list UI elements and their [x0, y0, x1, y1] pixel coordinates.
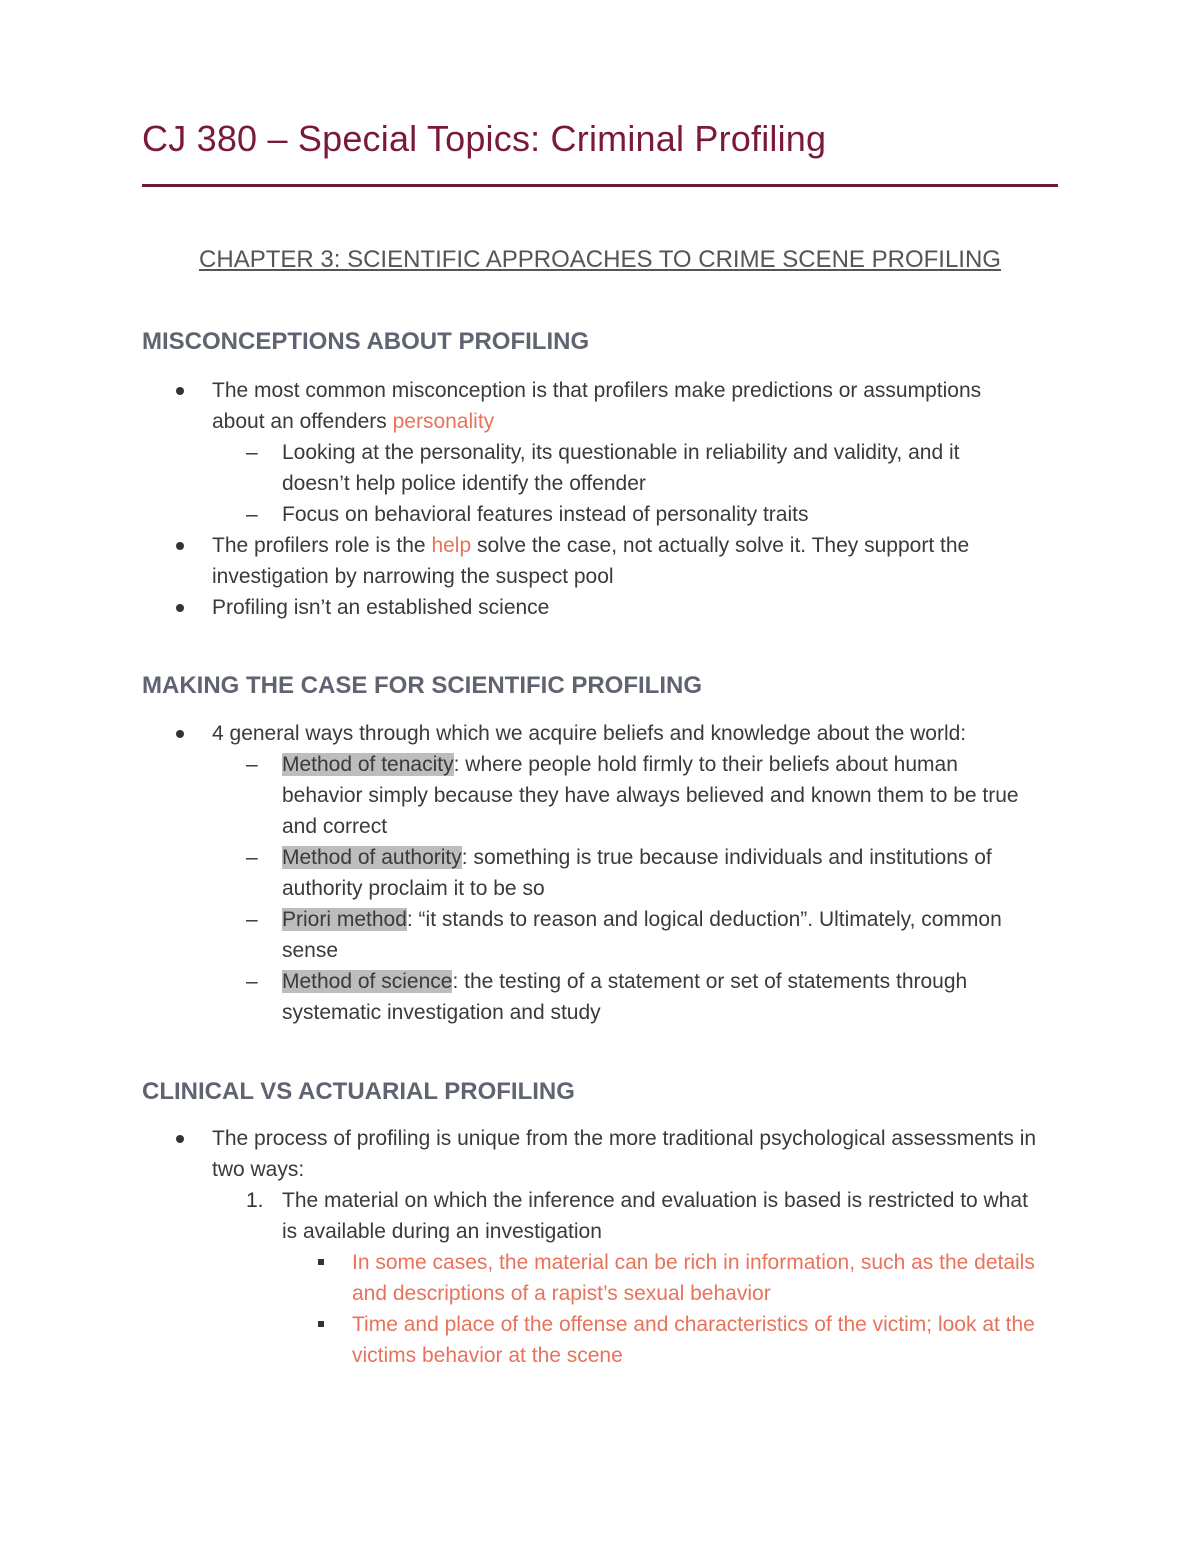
sub-item-text: doesn’t help police identify the offender [282, 472, 646, 495]
dash-marker: – [246, 503, 258, 526]
highlighted-term: Priori method [282, 908, 407, 931]
sub-item-text [282, 904, 1002, 935]
sub-bullet-text: and descriptions of a rapist’s sexual behavior [352, 1282, 771, 1305]
text-run: : the testing of a statement or set of statements through [452, 970, 968, 993]
bullet-icon [176, 604, 184, 612]
text-run: about an offenders [212, 410, 393, 433]
sub-item-text: authority proclaim it to be so [282, 877, 545, 900]
text-run: : where people hold firmly to their beliefs about human [453, 753, 958, 776]
sub-item-text [282, 966, 967, 997]
sub-item-text [282, 842, 992, 873]
square-bullet-icon [318, 1259, 324, 1265]
section-heading-misconceptions: MISCONCEPTIONS ABOUT PROFILING [142, 328, 590, 355]
highlighted-term: Method of science [282, 970, 453, 993]
sub-item-text: behavior simply because they have always believed and known them to be true [282, 784, 1019, 807]
sub-bullet-text: Time and place of the offense and characteristics of the victim; look at the [352, 1313, 1035, 1336]
sub-item-text [282, 749, 958, 780]
numbered-item-text: The material on which the inference and evaluation is based is restricted to what [282, 1189, 1028, 1212]
section-heading-clinical-actuarial: CLINICAL VS ACTUARIAL PROFILING [142, 1078, 575, 1105]
list-item-text: The most common misconception is that profilers make predictions or assumptions [212, 379, 982, 402]
list-item-text: The process of profiling is unique from the more traditional psychological assessments in [212, 1127, 1037, 1150]
highlighted-term: Method of tenacity [282, 753, 454, 776]
text-run: The profilers role is the [212, 534, 432, 557]
accent-term: help [431, 534, 472, 557]
dash-marker: – [246, 908, 258, 931]
sub-item-text: Focus on behavioral features instead of personality traits [282, 503, 809, 526]
accent-term: personality [392, 410, 495, 433]
highlighted-term: Method of authority [282, 846, 462, 869]
text-run: : something is true because individuals and institutions of [461, 846, 992, 869]
document-title: CJ 380 – Special Topics: Criminal Profiling [142, 118, 827, 159]
text-run: solve the case, not actually solve it. They support the [471, 534, 970, 557]
dash-marker: – [246, 441, 258, 464]
sub-item-text: systematic investigation and study [282, 1001, 601, 1024]
sub-bullet-text: victims behavior at the scene [352, 1344, 623, 1367]
dash-marker: – [246, 970, 258, 993]
dash-marker: – [246, 846, 258, 869]
list-item-text: investigation by narrowing the suspect pool [212, 565, 614, 588]
bullet-icon [176, 542, 184, 550]
list-item-text: Profiling isn’t an established science [212, 596, 550, 619]
list-item-text [212, 530, 969, 561]
numbered-item-text: is available during an investigation [282, 1220, 602, 1243]
sub-item-text: sense [282, 939, 339, 962]
title-rule [142, 184, 1058, 187]
chapter-heading: CHAPTER 3: SCIENTIFIC APPROACHES TO CRIME SCENE PROFILING [199, 246, 1001, 273]
section-heading-scientific-profiling: MAKING THE CASE FOR SCIENTIFIC PROFILING [142, 672, 703, 699]
bullet-icon [176, 1135, 184, 1143]
text-run: : “it stands to reason and logical deduction”. Ultimately, common [406, 908, 1002, 931]
list-item-text: two ways: [212, 1158, 305, 1181]
square-bullet-icon [318, 1321, 324, 1327]
sub-bullet-text: In some cases, the material can be rich in information, such as the details [352, 1251, 1035, 1274]
list-item-text [212, 406, 494, 437]
sub-item-text: and correct [282, 815, 388, 838]
sub-item-text: Looking at the personality, its questionable in reliability and validity, and it [282, 441, 960, 464]
list-number: 1. [246, 1189, 264, 1212]
dash-marker: – [246, 753, 258, 776]
bullet-icon [176, 387, 184, 395]
list-item-text: 4 general ways through which we acquire beliefs and knowledge about the world: [212, 722, 967, 745]
bullet-icon [176, 730, 184, 738]
